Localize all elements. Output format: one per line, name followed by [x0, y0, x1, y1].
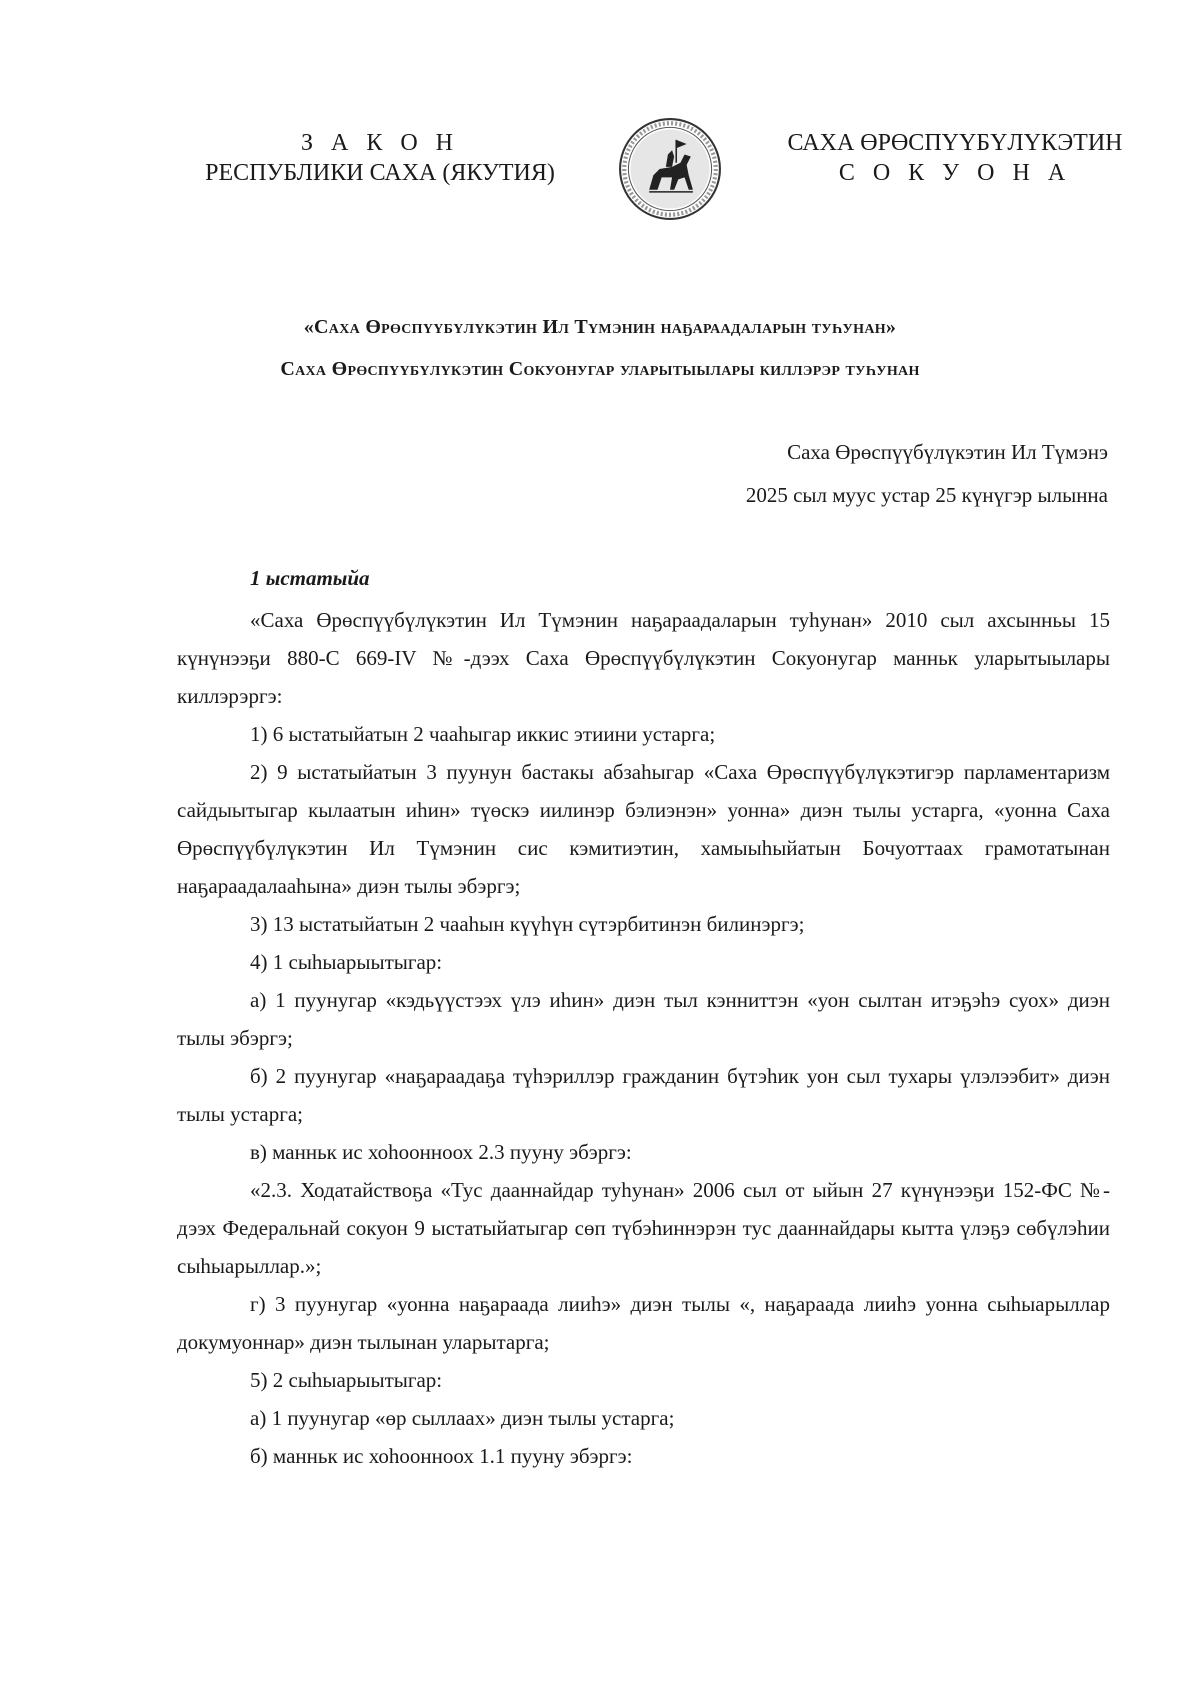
header-right-republic: САХА ӨРӨСПҮҮБҮЛҮКЭТИН — [787, 130, 1123, 156]
article-paragraph: 1) 6 ыстатыйатын 2 чааһыгар иккис этиини устарга; — [250, 722, 716, 746]
article-paragraph: «2.3. Ходатайствоҕа «Тус дааннайдар туһунан» 2006 сыл от ыйын 27 күнүнээҕи 152-ФС №-дээх Федеральнай сокуон 9 ыстатыйатыгар сөп түбэһиннэрэн тус дааннайдары кытта үлэҕэ сөбүлэһии сыһыарыллар.»; — [177, 1178, 1110, 1278]
header-right-law: С О К У О Н А — [838, 160, 1072, 186]
article-paragraph: а) 1 пуунугар «кэдьүүстээх үлэ иһин» диэн тыл кэнниттэн «уон сылтан итэҕэһэ суох» диэн тылы эбэргэ; — [177, 988, 1110, 1050]
coat-of-arms-emblem-icon — [618, 117, 722, 221]
header-left-republic: РЕСПУБЛИКИ САХА (ЯКУТИЯ) — [205, 160, 555, 186]
approval-body: Саха Өрөспүүбүлүкэтин Ил Түмэнэ — [787, 440, 1108, 464]
document-title-line2: Саха Өрөспүүбүлүкэтин Сокуонугар уларытыылары киллэрэр туһунан — [280, 358, 920, 380]
article-paragraph: а) 1 пуунугар «өр сыллаах» диэн тылы устарга; — [250, 1406, 675, 1430]
article-paragraph: 3) 13 ыстатыйатын 2 чааһын күүһүн сүтэрбитинэн билинэргэ; — [250, 912, 805, 936]
article-paragraph: 4) 1 сыһыарыытыгар: — [250, 950, 443, 974]
article-paragraph: 2) 9 ыстатыйатын 3 пуунун бастакы абзаһыгар «Саха Өрөспүүбүлүкэтигэр парламентаризм сайдыытыгар кылаатын иһин» түөскэ иилинэр бэлиэнэн» уонна» диэн тылы устарга, «уонна Саха Өрөспүүбүлүкэтин Ил Түмэнин сис кэмитиэтин, хамыыһыйатын Бочуоттаах грамотатынан наҕараадалааһына» диэн тылы эбэргэ; — [177, 760, 1110, 898]
header-right — [755, 128, 1155, 188]
document-title-line1: «Саха Өрөспүүбүлүкэтин Ил Түмэнин наҕараадаларын туһунан» — [303, 316, 897, 338]
article-paragraph: г) 3 пуунугар «уонна наҕараада лииһэ» диэн тылы «, наҕараада лииһэ уонна сыһыарыллар докумуоннар» диэн тылынан уларытарга; — [177, 1292, 1110, 1354]
article-body — [177, 601, 1110, 1475]
article-heading: 1 ыстатыйа — [250, 566, 370, 590]
article-paragraph: «Саха Өрөспүүбүлүкэтин Ил Түмэнин наҕараадаларын туһунан» 2010 сыл ахсынньы 15 күнүнээҕи 880-С 669-IV №-дээх Саха Өрөспүүбүлүкэтин Сокуонугар манньк уларытыылары киллэрэргэ: — [177, 608, 1110, 708]
header-left — [160, 128, 600, 188]
header-left-law: З А К О Н — [300, 130, 460, 156]
article-paragraph: 5) 2 сыһыарыытыгар: — [250, 1368, 443, 1392]
approval-date: 2025 сыл муус устар 25 күнүгэр ылынна — [745, 483, 1108, 507]
article-paragraph: б) манньк ис хоһоонноох 1.1 пууну эбэргэ: — [250, 1444, 633, 1468]
article-paragraph: б) 2 пуунугар «наҕараадаҕа түһэриллэр гражданин бүтэһик уон сыл тухары үлэлээбит» диэн тылы устарга; — [177, 1064, 1110, 1126]
article-paragraph: в) манньк ис хоһоонноох 2.3 пууну эбэргэ: — [250, 1140, 632, 1164]
